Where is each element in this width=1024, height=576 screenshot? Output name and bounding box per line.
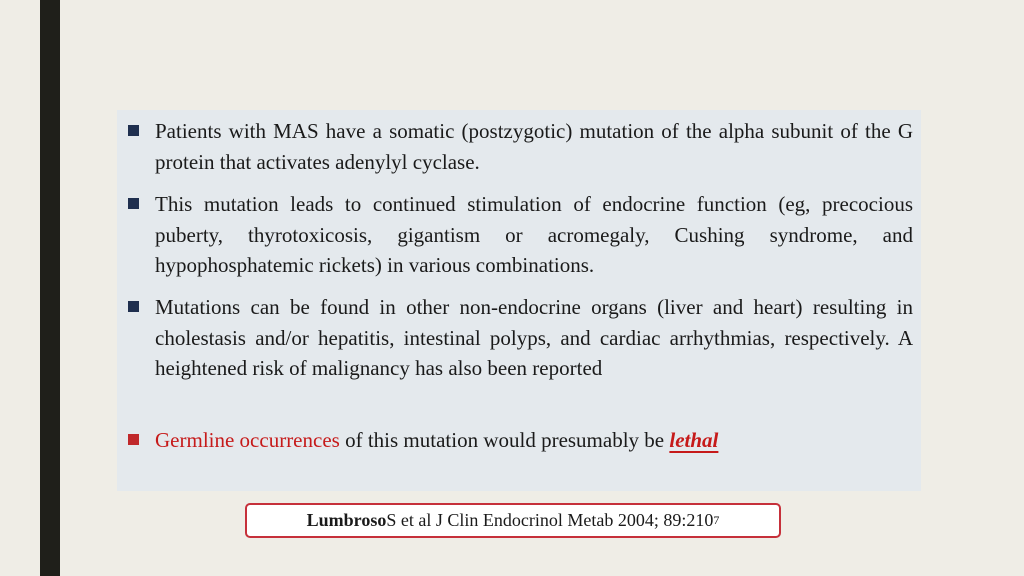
bullet-text-middle: of this mutation would presumably be [339,428,670,452]
bullet-item [155,189,913,281]
germline-highlight: Germline occurrences [155,428,340,452]
square-bullet-icon [128,198,139,209]
bullet-item [155,292,913,384]
bullet-item [155,116,913,177]
square-bullet-icon [128,125,139,136]
citation-last-digit: 7 [713,513,720,527]
content-box [117,110,921,491]
square-bullet-icon [128,434,139,445]
square-bullet-icon [128,301,139,312]
bullet-text: Patients with MAS have a somatic (postzygotic) mutation of the alpha subunit of the G protein that activates adenylyl cyclase. [155,119,913,174]
bullet-text: Mutations can be found in other non-endocrine organs (liver and heart) resulting in cholestasis and/or hepatitis, intestinal polyps, and cardiac arrhythmias, respectively. A heightened risk of malignancy has also been reported [155,295,913,380]
side-bar-decoration [40,0,60,576]
citation-box [245,503,781,538]
bullet-item [155,425,913,456]
lethal-emphasis: lethal [669,428,719,452]
bullet-text: This mutation leads to continued stimulation of endocrine function (eg, precocious puberty, thyrotoxicosis, gigantism or acromegaly, Cushing syndrome, and hypophosphatemic rickets) in various combinations. [155,192,913,277]
citation-author: Lumbroso [306,510,387,530]
citation-text: S et al J Clin Endocrinol Metab 2004; 89:210 [386,510,714,530]
bullet-text [155,425,913,456]
